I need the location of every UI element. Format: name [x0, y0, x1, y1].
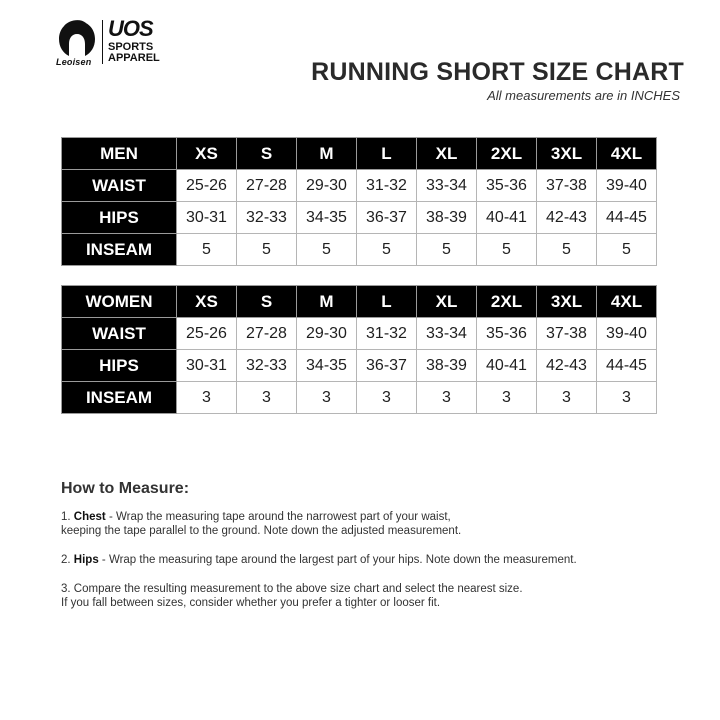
table-cell: 36-37: [357, 350, 417, 382]
logo-divider: [102, 20, 103, 64]
table-cell: 33-34: [417, 170, 477, 202]
table-cell: 33-34: [417, 318, 477, 350]
row-label: WAIST: [62, 170, 177, 202]
table-cell: 32-33: [237, 202, 297, 234]
table-cell: 31-32: [357, 318, 417, 350]
measure-step-hips: [61, 553, 681, 567]
measure-step-chest: [61, 510, 681, 538]
step-prefix: 1.: [61, 511, 74, 523]
brand-line-apparel: APPAREL: [108, 52, 160, 64]
table-cell: 3: [597, 382, 657, 414]
size-header: XS: [177, 286, 237, 318]
table-cell: 29-30: [297, 318, 357, 350]
table-cell: 5: [237, 234, 297, 266]
table-cell: 27-28: [237, 318, 297, 350]
table-cell: 5: [477, 234, 537, 266]
table-row: [62, 318, 657, 350]
table-cell: 40-41: [477, 350, 537, 382]
size-header: 3XL: [537, 138, 597, 170]
size-header: L: [357, 138, 417, 170]
how-to-measure-heading: How to Measure:: [61, 480, 190, 497]
table-cell: 34-35: [297, 350, 357, 382]
table-cell: 5: [417, 234, 477, 266]
size-header: 4XL: [597, 138, 657, 170]
table-cell: 35-36: [477, 318, 537, 350]
size-header: 4XL: [597, 286, 657, 318]
table-cell: 3: [537, 382, 597, 414]
table-cell: 42-43: [537, 202, 597, 234]
table-cell: 5: [177, 234, 237, 266]
brand-line-sports: SPORTS: [108, 41, 154, 53]
table-header-row: [62, 286, 657, 318]
table-cell: 3: [417, 382, 477, 414]
table-header-row: [62, 138, 657, 170]
table-cell: 3: [297, 382, 357, 414]
step-prefix: 2.: [61, 554, 74, 566]
table-cell: 25-26: [177, 170, 237, 202]
table-cell: 35-36: [477, 170, 537, 202]
size-header: 2XL: [477, 138, 537, 170]
size-header: L: [357, 286, 417, 318]
table-cell: 5: [537, 234, 597, 266]
size-header: M: [297, 138, 357, 170]
table-cell: 25-26: [177, 318, 237, 350]
step-term: Chest: [73, 511, 106, 523]
table-cell: 44-45: [597, 202, 657, 234]
size-header: 3XL: [537, 286, 597, 318]
row-label: WAIST: [62, 318, 177, 350]
how-to-measure-steps: [61, 510, 681, 625]
men-size-table: [61, 137, 657, 266]
table-cell: 3: [357, 382, 417, 414]
row-label: HIPS: [62, 350, 177, 382]
table-cell: 3: [477, 382, 537, 414]
table-cell: 3: [237, 382, 297, 414]
table-cell: 5: [357, 234, 417, 266]
table-cell: 27-28: [237, 170, 297, 202]
page-subtitle: All measurements are in INCHES: [487, 88, 680, 103]
table-cell: 30-31: [177, 350, 237, 382]
table-cell: 31-32: [357, 170, 417, 202]
table-cell: 40-41: [477, 202, 537, 234]
size-header: S: [237, 138, 297, 170]
size-header: XS: [177, 138, 237, 170]
table-row: [62, 202, 657, 234]
table-cell: 5: [297, 234, 357, 266]
table-row: [62, 234, 657, 266]
step-text: 3. Compare the resulting measurement to the above size chart and select the nearest size.: [61, 583, 523, 595]
size-header: M: [297, 286, 357, 318]
size-header: 2XL: [477, 286, 537, 318]
row-label: HIPS: [62, 202, 177, 234]
step-term: Hips: [73, 554, 99, 566]
table-row: [62, 350, 657, 382]
table-cell: 30-31: [177, 202, 237, 234]
step-text: - Wrap the measuring tape around the largest part of your hips. Note down the measurement.: [98, 554, 577, 566]
brand-logo: [56, 18, 176, 68]
table-row: [62, 170, 657, 202]
size-header: XL: [417, 286, 477, 318]
table-cell: 36-37: [357, 202, 417, 234]
step-text: keeping the tape parallel to the ground. Note down the adjusted measurement.: [61, 525, 462, 537]
brand-wordmark: Leoisen: [56, 57, 92, 67]
table-cell: 37-38: [537, 318, 597, 350]
table-group-label: WOMEN: [62, 286, 177, 318]
step-text: If you fall between sizes, consider whether you prefer a tighter or looser fit.: [61, 597, 441, 609]
table-cell: 5: [597, 234, 657, 266]
table-cell: 39-40: [597, 318, 657, 350]
page-title: RUNNING SHORT SIZE CHART: [311, 58, 684, 86]
step-text: - Wrap the measuring tape around the narrowest part of your waist,: [105, 511, 451, 523]
brand-mark: UOS: [108, 16, 153, 41]
table-cell: 44-45: [597, 350, 657, 382]
table-row: [62, 382, 657, 414]
size-header: XL: [417, 138, 477, 170]
row-label: INSEAM: [62, 382, 177, 414]
table-cell: 38-39: [417, 350, 477, 382]
table-cell: 39-40: [597, 170, 657, 202]
table-cell: 37-38: [537, 170, 597, 202]
table-cell: 42-43: [537, 350, 597, 382]
table-cell: 29-30: [297, 170, 357, 202]
table-cell: 32-33: [237, 350, 297, 382]
table-cell: 34-35: [297, 202, 357, 234]
table-cell: 3: [177, 382, 237, 414]
row-label: INSEAM: [62, 234, 177, 266]
table-cell: 38-39: [417, 202, 477, 234]
table-group-label: MEN: [62, 138, 177, 170]
size-header: S: [237, 286, 297, 318]
measure-step-compare: [61, 582, 681, 610]
women-size-table: [61, 285, 657, 414]
